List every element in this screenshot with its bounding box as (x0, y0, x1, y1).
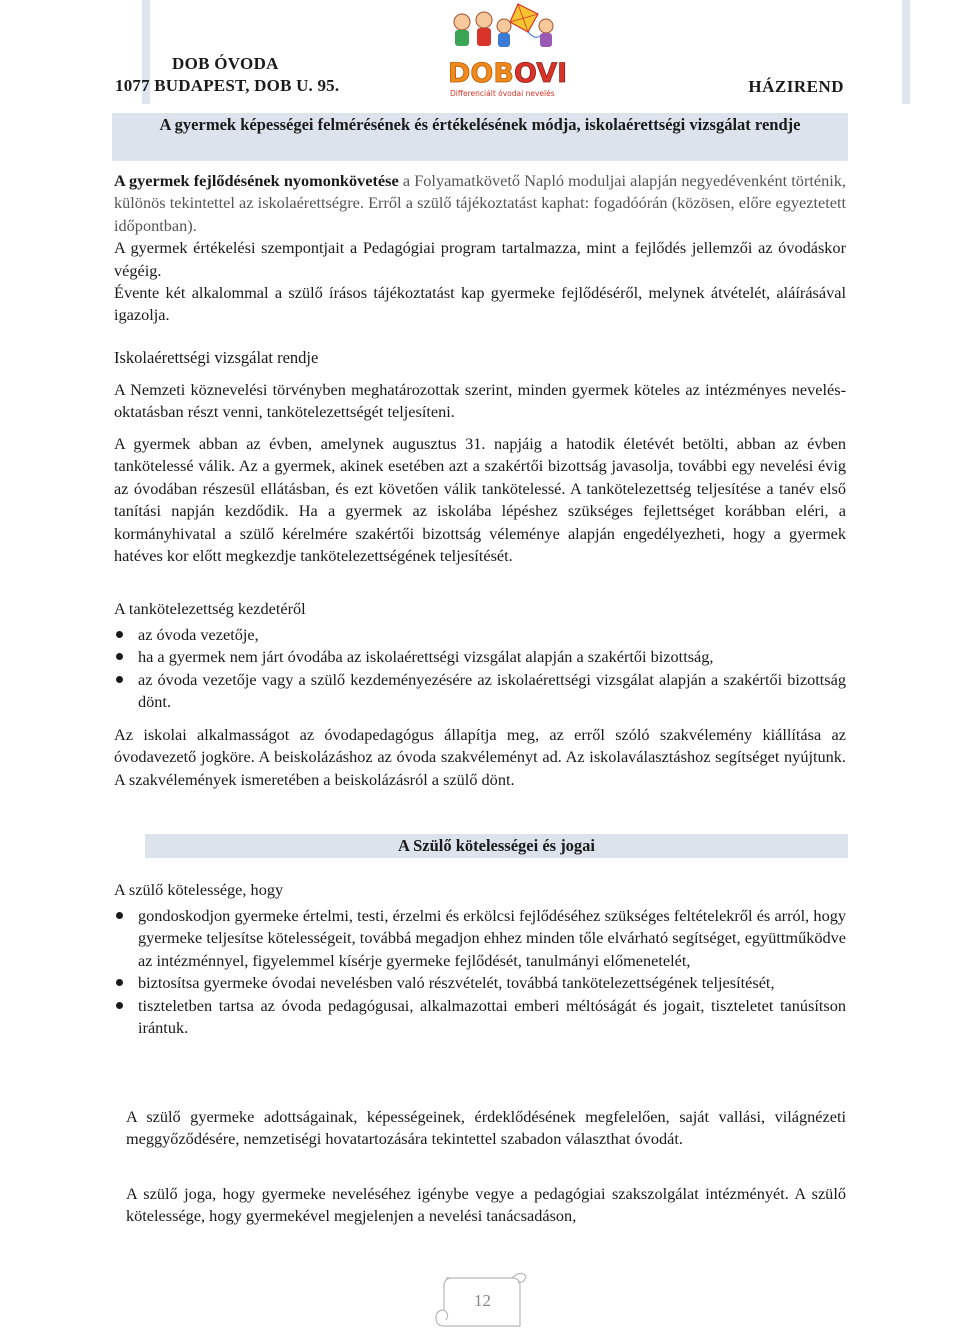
section-title-assessment: A gyermek képességei felmérésének és értékelésének módja, iskolaérettségi vizsgálat rendje (159, 115, 801, 134)
list-intro: A szülő kötelessége, hogy (114, 880, 284, 899)
paragraph: A szülő joga, hogy gyermeke neveléséhez igénybe vegye a pedagógiai szakszolgálat intézményét. A szülő kötelessége, hogy gyermekével megjelenjen a nevelési tanácsadáson, (126, 1184, 846, 1226)
bullet-icon (116, 912, 123, 919)
org-name: DOB ÓVODA (172, 54, 279, 73)
org-address: 1077 BUDAPEST, DOB U. 95. (115, 76, 340, 95)
list-item (114, 995, 846, 1040)
paragraph (114, 170, 846, 237)
bullet-list (114, 624, 846, 714)
paragraph-block (114, 379, 846, 424)
bullet-icon (116, 631, 123, 638)
list-item-text: az óvoda vezetője vagy a szülő kezdeményezésére az iskolaérettségi vizsgálat alapján a szakértői bizottság dönt. (138, 669, 846, 712)
document-title: HÁZIREND (748, 77, 844, 96)
svg-text:Differenciált óvodai nevelés: Differenciált óvodai nevelés (450, 89, 555, 98)
dob-ovi-logo (440, 0, 570, 100)
bullet-icon (116, 1002, 123, 1009)
emphasis: A gyermek fejlődésének nyomonkövetése (114, 171, 399, 190)
bullet-icon (116, 676, 123, 683)
svg-text:OVI: OVI (514, 58, 568, 89)
paragraph-block (114, 724, 846, 791)
assessment-text (114, 170, 846, 327)
paragraph-block (114, 433, 846, 567)
paragraph-text: a Folyamatkövető Napló moduljai alapján negyedévenként történik, különös tekintettel az iskolaérettségre. Erről a szülő tájékoztatást kaphat: fogadóórán (közösen, előre egyeztetett időpontban). (114, 171, 846, 235)
paragraph: Az iskolai alkalmasságot az óvodapedagógus állapítja meg, az erről szóló szakvélemény kiállítása az óvodavezető jogköre. A beiskolázáshoz az óvoda szakvéleményt ad. Az iskolaválasztáshoz segítséget nyújtunk. A szakvélemények ismeretében a beiskolázásról a szülő dönt. (114, 725, 846, 789)
paragraph-block (126, 1183, 846, 1228)
paragraph: A Nemzeti köznevelési törvényben meghatározottak szerint, minden gyermek köteles az intézményes nevelés-oktatásban részt venni, tankötelezettségét teljesíteni. (114, 380, 846, 422)
list-item-text: az óvoda vezetője, (138, 625, 259, 644)
paragraph: Évente két alkalommal a szülő írásos tájékoztatást kap gyermeke fejlődéséről, melynek átvételét, aláírásával igazolja. (114, 283, 846, 325)
list-item-text: ha a gyermek nem járt óvodába az iskolaérettségi vizsgálat alapján a szakértői bizottság, (138, 647, 714, 667)
page-header (0, 0, 960, 104)
list-item (114, 905, 846, 972)
section-title-school-readiness: Iskolaérettségi vizsgálat rendje (114, 348, 319, 367)
page-number: 12 (474, 1291, 491, 1310)
section-title-parent-duties: A Szülő kötelességei és jogai (397, 836, 596, 855)
paragraph: A gyermek abban az évben, amelynek augusztus 31. napjáig a hatodik életévét betölti, abban az évben tankötelessé válik. Az a gyermek, akinek esetében azt a szakértői bizottság javasolja, további egy nevelési évig az óvodában részesül ellátásban, és ezt követően válik tankötelessé. A tankötelezettség teljesítése a tanév első tanítási napján kezdődik. Ha a gyermek az iskolába lépéshez szükséges fejlettséget korábban eléri, a kormányhivatal a szülő kérelmére szakértői bizottság véleménye alapján engedélyezheti, hogy a gyermek hatéves kor előtt megkezdje tankötelezettségének teljesítését. (114, 434, 846, 566)
list-item (114, 669, 846, 714)
header-bar-right (902, 0, 910, 104)
bullet-list (114, 905, 846, 1039)
list-item-text: gondoskodjon gyermeke értelmi, testi, érzelmi és erkölcsi fejlődéséhez szükséges feltételekről és arról, hogy gyermeke teljesítse kötelességeit, továbbá megadjon ehhez minden tőle elvárható segítséget, együttműködve az intézménnyel, figyelemmel kísérje gyermeke fejlődését, tanulmányi előmenetelét, (138, 906, 846, 970)
logo-wordmark (448, 58, 567, 98)
list-item (114, 972, 846, 994)
paragraph-block (126, 1106, 846, 1151)
paragraph: A gyermek értékelési szempontjait a Pedagógiai program tartalmazza, mint a fejlődés jellemzői az óvodáskor végéig. (114, 238, 846, 280)
list-item (114, 624, 846, 646)
list-item-text: tiszteletben tartsa az óvoda pedagógusai, alkalmazottai emberi méltóságát és jogait, tiszteletet tanúsítson irántuk. (138, 995, 846, 1038)
paragraph: A szülő gyermeke adottságainak, képességeinek, érdeklődésének megfelelően, saját vallási, világnézeti meggyőződésére, nemzetiségi hovatartozására tekintettel szabadon választhat óvodát. (126, 1107, 846, 1149)
svg-text:DOB: DOB (448, 58, 514, 89)
bullet-icon (116, 653, 123, 660)
bullet-icon (116, 979, 123, 986)
list-item-text: biztosítsa gyermeke óvodai nevelésben való részvételét, továbbá tankötelezettségének teljesítését, (138, 973, 775, 993)
list-intro: A tankötelezettség kezdetéről (114, 599, 306, 618)
list-item (114, 646, 846, 668)
